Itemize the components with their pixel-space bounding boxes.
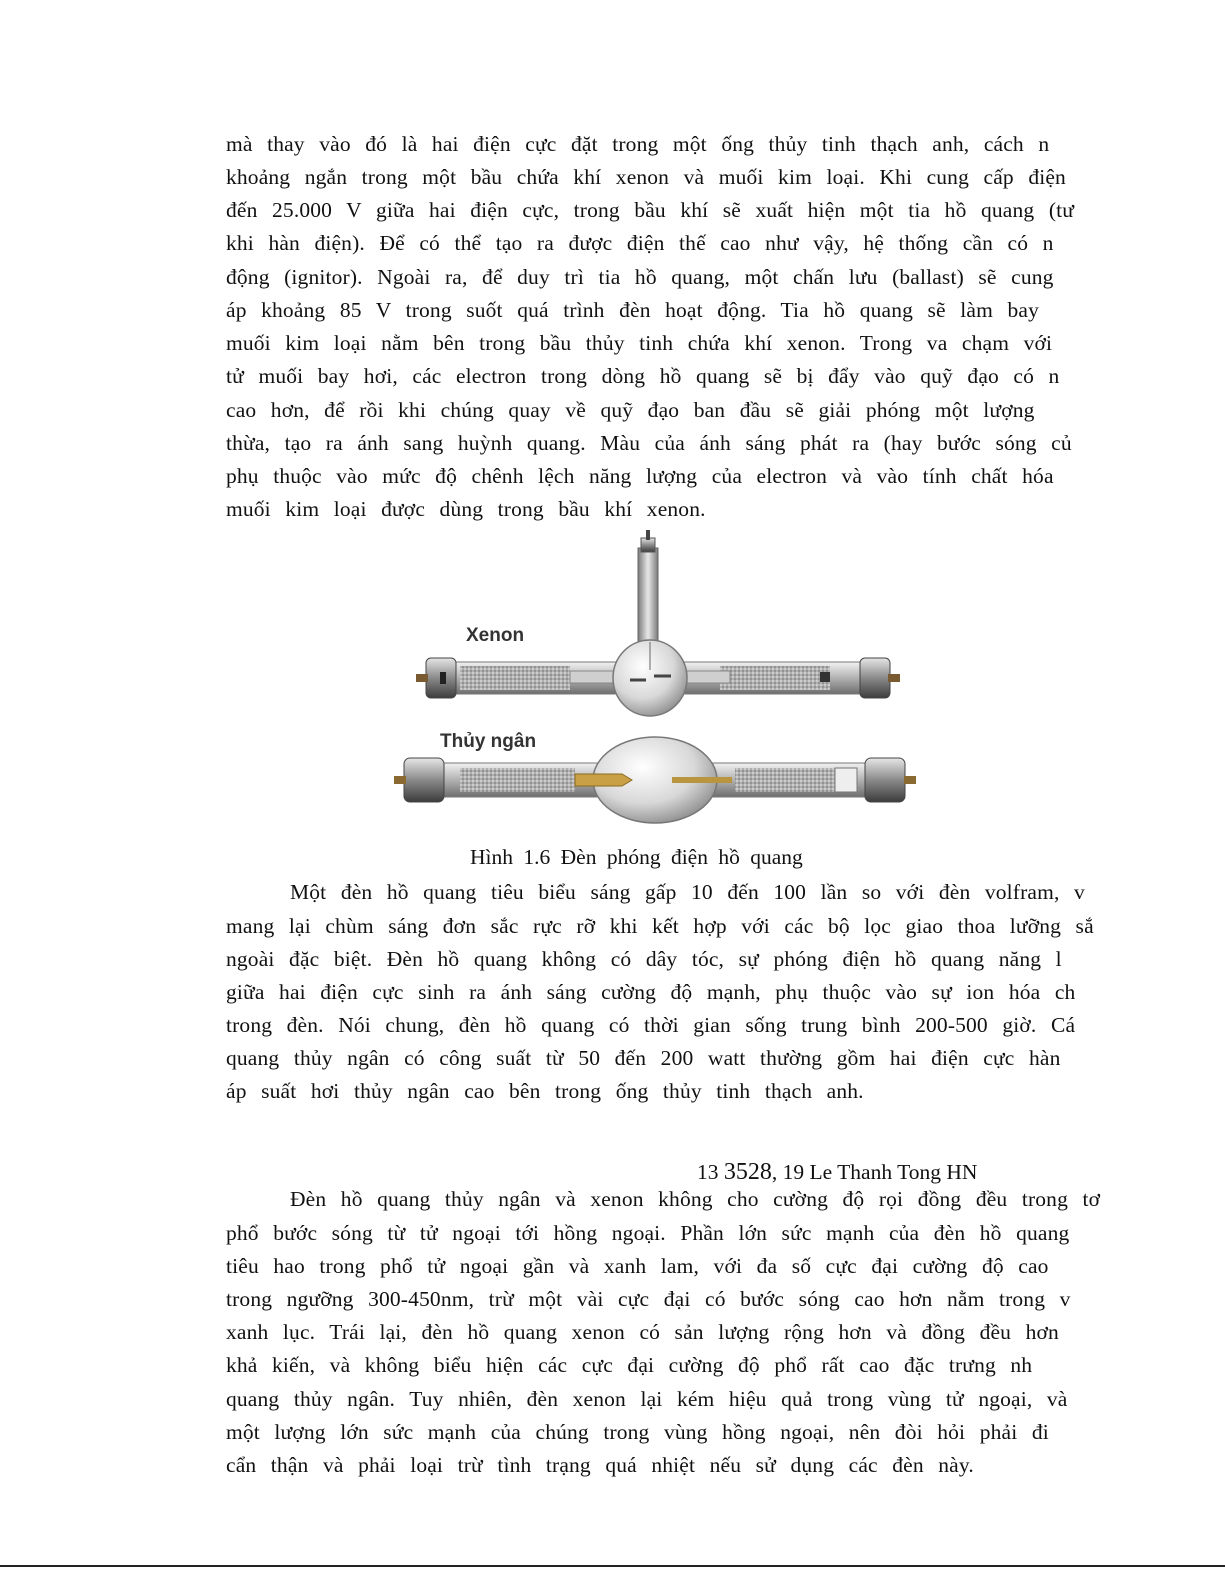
text-line: khi hàn điện). Để có thể tạo ra được điện thế cao như vậy, hệ thống cần có n: [226, 231, 1054, 255]
text-line: phổ bước sóng từ tử ngoại tới hồng ngoại. Phần lớn sức mạnh của đèn hồ quang: [226, 1221, 1070, 1245]
mercury-label: Thủy ngân: [440, 731, 537, 752]
address-footer: [697, 1157, 977, 1187]
xenon-lamp-drawing: [416, 530, 900, 716]
figure-caption: Hình 1.6 Đèn phóng điện hồ quang: [470, 845, 803, 869]
text-line: trong ngưỡng 300-450nm, trừ một vài cực đại có bước sóng cao hơn nằm trong v: [226, 1287, 1071, 1311]
text-line: muối kim loại nằm bên trong bầu thủy tinh chứa khí xenon. Trong va chạm với: [226, 331, 1053, 355]
text-line: Một đèn hồ quang tiêu biểu sáng gấp 10 đến 100 lần so với đèn volfram, v: [290, 880, 1085, 904]
text-line: quang thủy ngân. Tuy nhiên, đèn xenon lại kém hiệu quả trong vùng tử ngoại, và: [226, 1387, 1068, 1411]
footer-prefix: 13: [697, 1160, 719, 1184]
arc-lamp-figure: [390, 530, 920, 830]
text-line: tử muối bay hơi, các electron trong dòng hồ quang sẽ bị đẩy vào quỹ đạo có n: [226, 364, 1060, 388]
text-line: mang lại chùm sáng đơn sắc rực rỡ khi kết hợp với các bộ lọc giao thoa lưỡng sắ: [226, 914, 1094, 938]
text-line: phụ thuộc vào mức độ chênh lệch năng lượng của electron và vào tính chất hóa: [226, 464, 1054, 488]
text-line: tiêu hao trong phổ tử ngoại gần và xanh lam, với đa số cực đại cường độ cao: [226, 1254, 1049, 1278]
text-line: khả kiến, và không biểu hiện các cực đại cường độ phổ rất cao đặc trưng nh: [226, 1353, 1033, 1377]
page-bottom-rule: [0, 1565, 1225, 1567]
footer-number: 3528: [723, 1159, 772, 1185]
text-line: áp suất hơi thủy ngân cao bên trong ống thủy tinh thạch anh.: [226, 1079, 864, 1103]
text-line: đến 25.000 V giữa hai điện cực, trong bầu khí sẽ xuất hiện một tia hồ quang (tư: [226, 198, 1075, 222]
text-line: Đèn hồ quang thủy ngân và xenon không cho cường độ rọi đồng đều trong tơ: [290, 1187, 1101, 1211]
mercury-lamp-drawing: [394, 731, 916, 823]
text-line: thừa, tạo ra ánh sang huỳnh quang. Màu của ánh sáng phát ra (hay bước sóng củ: [226, 431, 1072, 455]
text-line: cẩn thận và phải loại trừ tình trạng quá nhiệt nếu sử dụng các đèn này.: [226, 1453, 974, 1477]
xenon-label: Xenon: [466, 625, 525, 646]
footer-suffix: , 19 Le Thanh Tong HN: [771, 1160, 978, 1184]
text-line: khoảng ngắn trong một bầu chứa khí xenon và muối kim loại. Khi cung cấp điện: [226, 165, 1066, 189]
text-line: động (ignitor). Ngoài ra, để duy trì tia hồ quang, một chấn lưu (ballast) sẽ cung: [226, 265, 1054, 289]
text-line: xanh lục. Trái lại, đèn hồ quang xenon có sản lượng rộng hơn và đồng đều hơn: [226, 1320, 1059, 1344]
text-line: áp khoảng 85 V trong suốt quá trình đèn hoạt động. Tia hồ quang sẽ làm bay: [226, 298, 1039, 322]
text-line: ngoài đặc biệt. Đèn hồ quang không có dây tóc, sự phóng điện hồ quang năng l: [226, 947, 1062, 971]
text-line: một lượng lớn sức mạnh của chúng trong vùng hồng ngoại, nên đòi hỏi phải đi: [226, 1420, 1049, 1444]
text-line: giữa hai điện cực sinh ra ánh sáng cường độ mạnh, phụ thuộc vào sự ion hóa ch: [226, 980, 1076, 1004]
text-line: cao hơn, để rồi khi chúng quay về quỹ đạo ban đầu sẽ giải phóng một lượng: [226, 398, 1035, 422]
text-line: mà thay vào đó là hai điện cực đặt trong một ống thủy tinh thạch anh, cách n: [226, 132, 1050, 156]
text-line: muối kim loại được dùng trong bầu khí xenon.: [226, 497, 706, 521]
text-line: quang thủy ngân có công suất từ 50 đến 200 watt thường gồm hai điện cực hàn: [226, 1046, 1061, 1070]
text-line: trong đèn. Nói chung, đèn hồ quang có thời gian sống trung bình 200-500 giờ. Cá: [226, 1013, 1076, 1037]
